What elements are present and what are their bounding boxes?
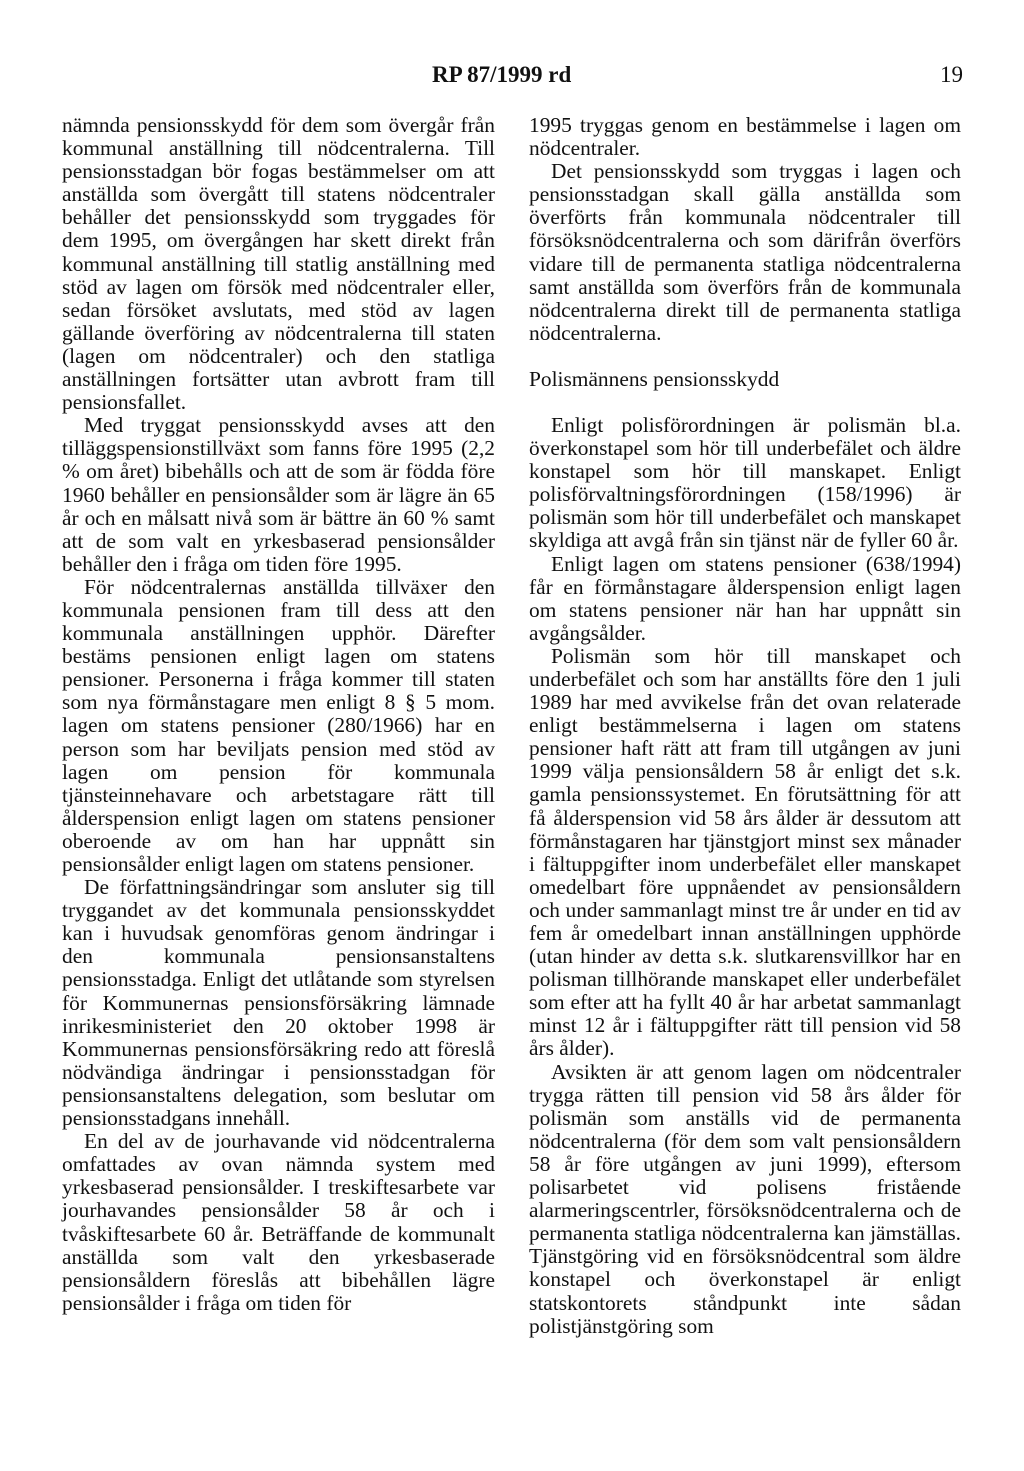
paragraph: Avsikten är att genom lagen om nödcentraler trygga rätten till pension vid 58 års ålder för polismän som anställs vid de permanenta nödcentralerna (för dem som valt pensionsåldern 58 år före utgången av juni 1999), eftersom polisarbetet vid polisens fristående alarmeringscentrler, försöksnödcentralerna och de permanenta statliga nödcentralerna kan jämställas. Tjänstgöring vid en försöksnödcentral som äldre konstapel och överkonstapel är enligt statskontorets ståndpunkt inte sådan polistjänstgöring som [529, 1059, 961, 1338]
paragraph: Polismän som hör till manskapet och underbefälet och som har anställts före den 1 juli 1989 har med avvikelse från det ovan relaterade enligt bestämmelserna i lagen om statens pensioner haft rätt att fram till utgången av juni 1999 välja pensionsåldern 58 år enligt det s.k. gamla pensionssystemet. En förutsättning för att få ålderspension vid 58 års ålder är dessutom att förmånstagaren har tjänstgjort minst sex månader i fältuppgifter inom underbefälet eller manskapet omedelbart före uppnåendet av pensionsåldern och under sammanlagt minst tre år under en tid av fem år omedelbart innan anställningen upphörde (utan hinder av detta s.k. slutkarensvillkor har en polisman tillhörande manskapet eller underbefälet som efter att ha fyllt 40 år har arbetat sammanlagt minst 12 år i fältuppgifter rätt till pension vid 58 års ålder). [529, 643, 961, 1061]
paragraph: Med tryggat pensionsskydd avses att den tilläggspensionstillväxt som fanns före 1995 (2,2 % om året) bibehålls och att de som är födda före 1960 behåller en pensionsålder som är lägre än 65 år och en målsatt nivå som är bättre än 60 % samt att de som valt en yrkesbaserad pensionsålder behåller den i fråga om tiden före 1995. [62, 413, 495, 576]
paragraph: 1995 tryggas genom en bestämmelse i lagen om nödcentraler. [529, 113, 961, 161]
document-id: RP 87/1999 rd [432, 62, 572, 87]
paragraph: De författningsändringar som ansluter sig till tryggandet av det kommunala pensionsskyddet kan i huvudsak genomföras genom ändringar i den kommunala pensionsanstaltens pensionsstadga. Enligt det utlåtande som styrelsen för Kommunernas pensionsförsäkring lämnade inrikesministeriet den 20 oktober 1998 är Kommunernas pensionsförsäkring redo att föreslå nödvändiga ändringar i pensionsstadgan för pensionsanstaltens delegation, som beslutar om pensionsstadgans innehåll. [62, 875, 495, 1131]
paragraph: Det pensionsskydd som tryggas i lagen och pensionsstadgan skall gälla anställda som överförts från kommunala nödcentraler till försöksnödcentralerna och som därifrån överförs vidare till de permanenta statliga nödcentralerna samt anställda som överförs från de kommunala nödcentralerna direkt till de permanenta statliga nödcentralerna. [529, 159, 961, 345]
paragraph: Enligt lagen om statens pensioner (638/1994) får en förmånstagare ålderspension enligt lagen om statens pensioner när han har uppnått sin avgångsålder. [529, 551, 961, 645]
paragraph: För nödcentralernas anställda tillväxer den kommunala pensionen fram till dess att den kommunala anställningen upphör. Därefter bestäms pensionen enligt lagen om statens pensioner. Personerna i fråga kommer till staten som nya förmånstagare men enligt 8 § 5 mom. lagen om statens pensioner (280/1966) har en person som har beviljats pension med stöd av lagen om pension för kommunala tjänsteinnehavare och arbetstagare rätt till ålderspension enligt lagen om statens pensioner oberoende av om han har uppnått sin pensionsålder enligt lagen om statens pensioner. [62, 574, 495, 876]
page-header [0, 62, 1024, 94]
paragraph: En del av de jourhavande vid nödcentralerna omfattades av ovan nämnda system med yrkesbaserad pensionsålder. I treskiftesarbete var jourhavandes pensionsålder 58 år och i tvåskiftesarbete 60 år. Beträffande de kommunalt anställda som valt den yrkesbaserade pensionsåldern föreslås att bibehållen lägre pensionsålder i fråga om tiden för [62, 1129, 495, 1315]
section-heading: Polismännens pensionsskydd [529, 366, 780, 391]
paragraph: nämnda pensionsskydd för dem som övergår från kommunal anställning till nödcentralerna. Till pensionsstadgan bör fogas bestämmelser om att anställda som övergått till statens nödcentraler behåller det pensionsskydd som tryggades för dem 1995, om övergången har skett direkt från kommunal anställning till statlig anställning med stöd av lagen om försök med nödcentraler eller, sedan försöket avslutats, med stöd av lagen gällande överföring av nödcentralerna till staten (lagen om nödcentraler) och den statliga anställningen fortsätter utan avbrott fram till pensionsfallet. [62, 113, 495, 415]
paragraph: Enligt polisförordningen är polismän bl.a. överkonstapel som hör till underbefälet och äldre konstapel som hör till manskapet. Enligt polisförvaltningsförordningen (158/1996) är polismän som hör till underbefälet och manskapet skyldiga att avgå från sin tjänst när de fyller 60 år. [529, 412, 961, 553]
right-column [529, 114, 961, 1338]
page-number: 19 [940, 62, 963, 87]
left-column [62, 114, 495, 1315]
